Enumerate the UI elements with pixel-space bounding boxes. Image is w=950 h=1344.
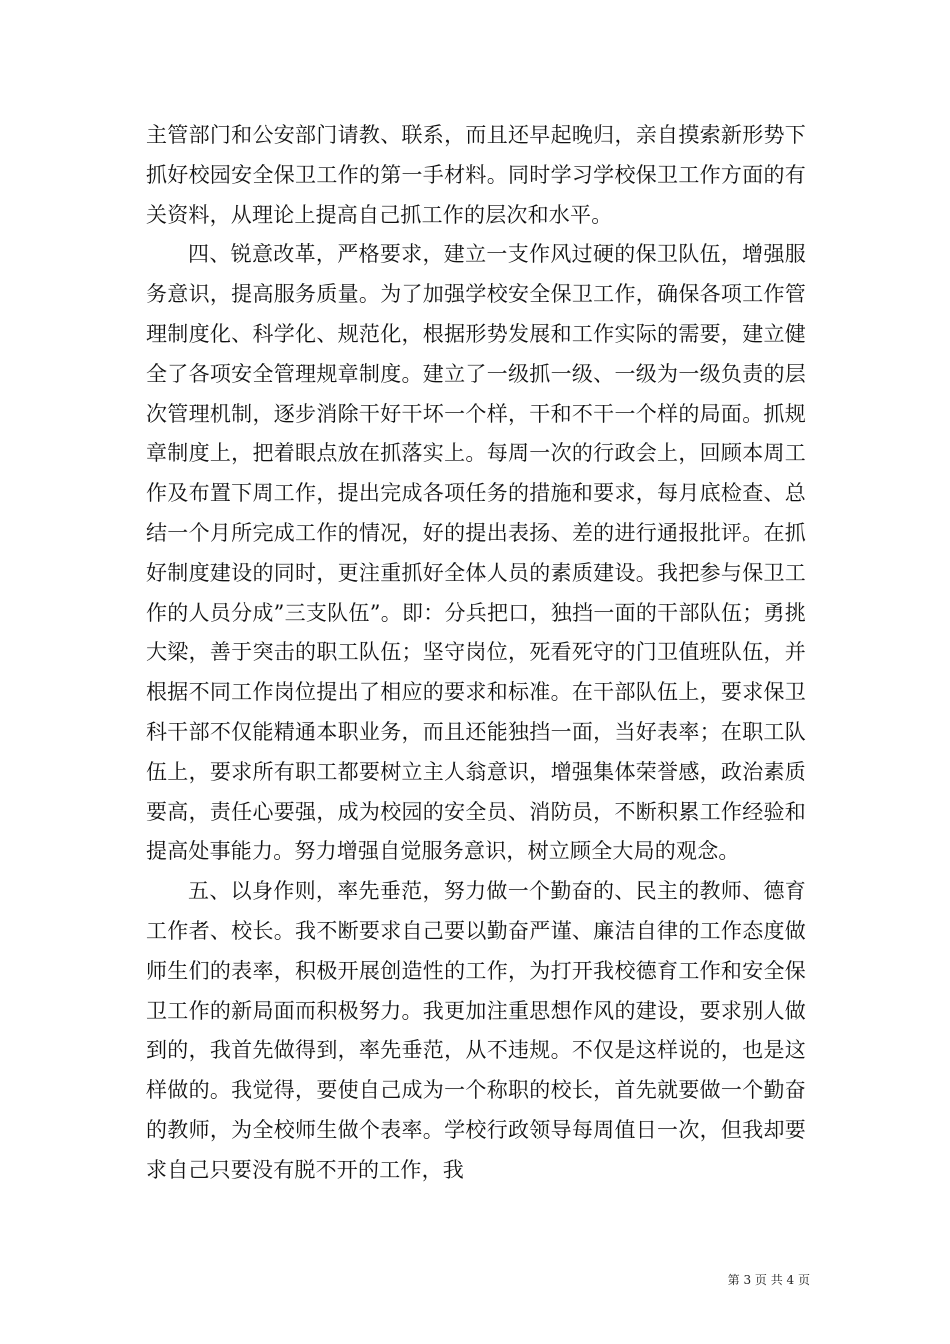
paragraph-1: 主管部门和公安部门请教、联系，而且还早起晚归，亲自摸索新形势下抓好校园安全保卫工作的第一手材料。同时学习学校保卫工作方面的有关资料，从理论上提高自己抓工作的层次和水平。 — [146, 123, 806, 227]
page-number-footer: 第 3 页 共 4 页 — [727, 1273, 810, 1287]
paragraph-3: 五、以身作则，率先垂范，努力做一个勤奋的、民主的教师、德育工作者、校长。我不断要求自己要以勤奋严谨、廉洁自律的工作态度做师生们的表率，积极开展创造性的工作，为打开我校德育工作和安全保卫工作的新局面而积极努力。我更加注重思想作风的建设，要求别人做到的，我首先做得到，率先垂范，从不违规。不仅是这样说的，也是这样做的。我觉得，要使自己成为一个称职的校长，首先就要做一个勤奋的教师，为全校师生做个表率。学校行政领导每周值日一次，但我却要求自己只要没有脱不开的工作，我 — [146, 879, 806, 1182]
paragraph-2: 四、锐意改革，严格要求，建立一支作风过硬的保卫队伍，增强服务意识，提高服务质量。为了加强学校安全保卫工作，确保各项工作管理制度化、科学化、规范化，根据形势发展和工作实际的需要，建立健全了各项安全管理规章制度。建立了一级抓一级、一级为一级负责的层次管理机制，逐步消除干好干坏一个样，干和不干一个样的局面。抓规章制度上，把着眼点放在抓落实上。每周一次的行政会上，回顾本周工作及布置下周工作，提出完成各项任务的措施和要求，每月底检查、总结一个月所完成工作的情况，好的提出表扬、差的进行通报批评。在抓好制度建设的同时，更注重抓好全体人员的素质建设。我把参与保卫工作的人员分成”三支队伍”。即：分兵把口，独挡一面的干部队伍；勇挑大梁，善于突击的职工队伍；坚守岗位，死看死守的门卫值班队伍，并根据不同工作岗位提出了相应的要求和标准。在干部队伍上，要求保卫科干部不仅能精通本职业务，而且还能独挡一面，当好表率；在职工队伍上，要求所有职工都要树立主人翁意识，增强集体荣誉感，政治素质要高，责任心要强，成为校园的安全员、消防员，不断积累工作经验和提高处事能力。努力增强自觉服务意识，树立顾全大局的观念。 — [146, 242, 806, 864]
document-body — [146, 116, 806, 1191]
